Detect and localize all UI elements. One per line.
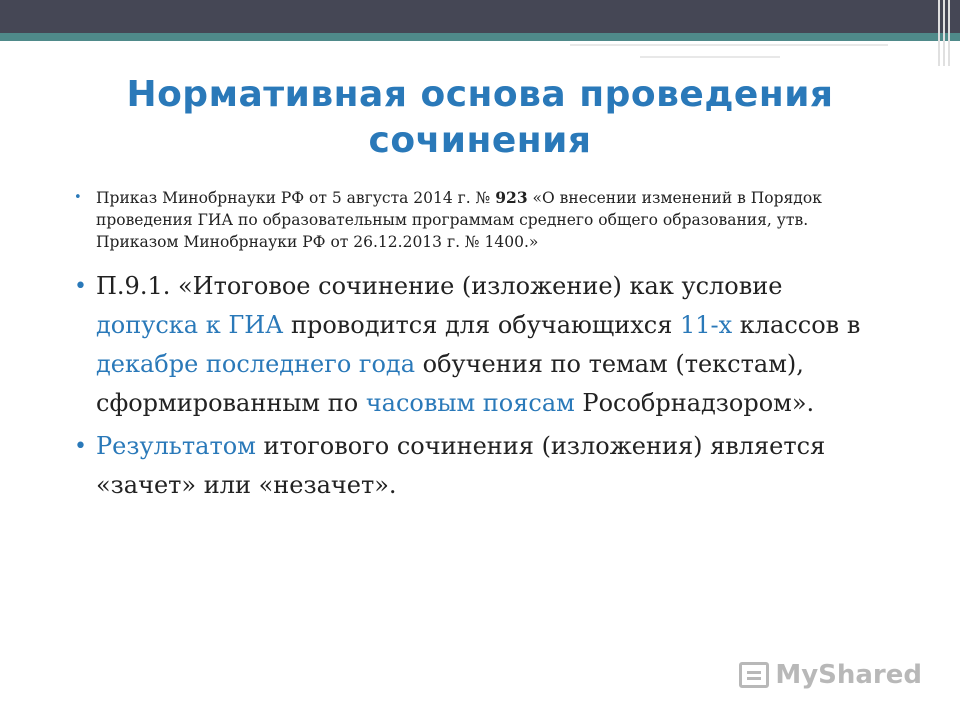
- decor-line: [570, 44, 888, 46]
- top-accent-bar: [0, 33, 960, 41]
- bullet-icon: •: [74, 434, 87, 459]
- watermark-logo: [739, 660, 922, 690]
- bullet-item-result: • Результатом итогового сочинения (изложения) является «зачет» или «незачет».: [74, 427, 874, 505]
- top-decor-bar: [0, 0, 960, 33]
- slide-title-line2: сочинения: [368, 120, 592, 161]
- slide-content: [74, 187, 874, 509]
- watermark-text: MyShared: [775, 660, 922, 690]
- decor-vertical-lines: [938, 0, 952, 66]
- presentation-icon: [739, 662, 769, 688]
- slide-title-line1: Нормативная основа проведения: [126, 74, 834, 115]
- slide-title: [60, 72, 900, 164]
- decor-line: [640, 56, 780, 58]
- bullet-icon: •: [74, 274, 87, 299]
- bullet-item-essay-rule: • П.9.1. «Итоговое сочинение (изложение) как условие допуска к ГИА проводится для обучающихся 11-х классов в декабре последнего года обучения по темам (текстам), сформированным по часовым поясам Рособрнадзором».: [74, 267, 874, 423]
- bullet-item-order: • Приказ Минобрнауки РФ от 5 августа 2014 г. № 923 «О внесении изменений в Порядок проведения ГИА по образовательным программам среднего общего образования, утв. Приказом Минобрнауки РФ от 26.12.2013 г. № 1400.»: [74, 188, 822, 251]
- bullet-icon: •: [74, 190, 82, 205]
